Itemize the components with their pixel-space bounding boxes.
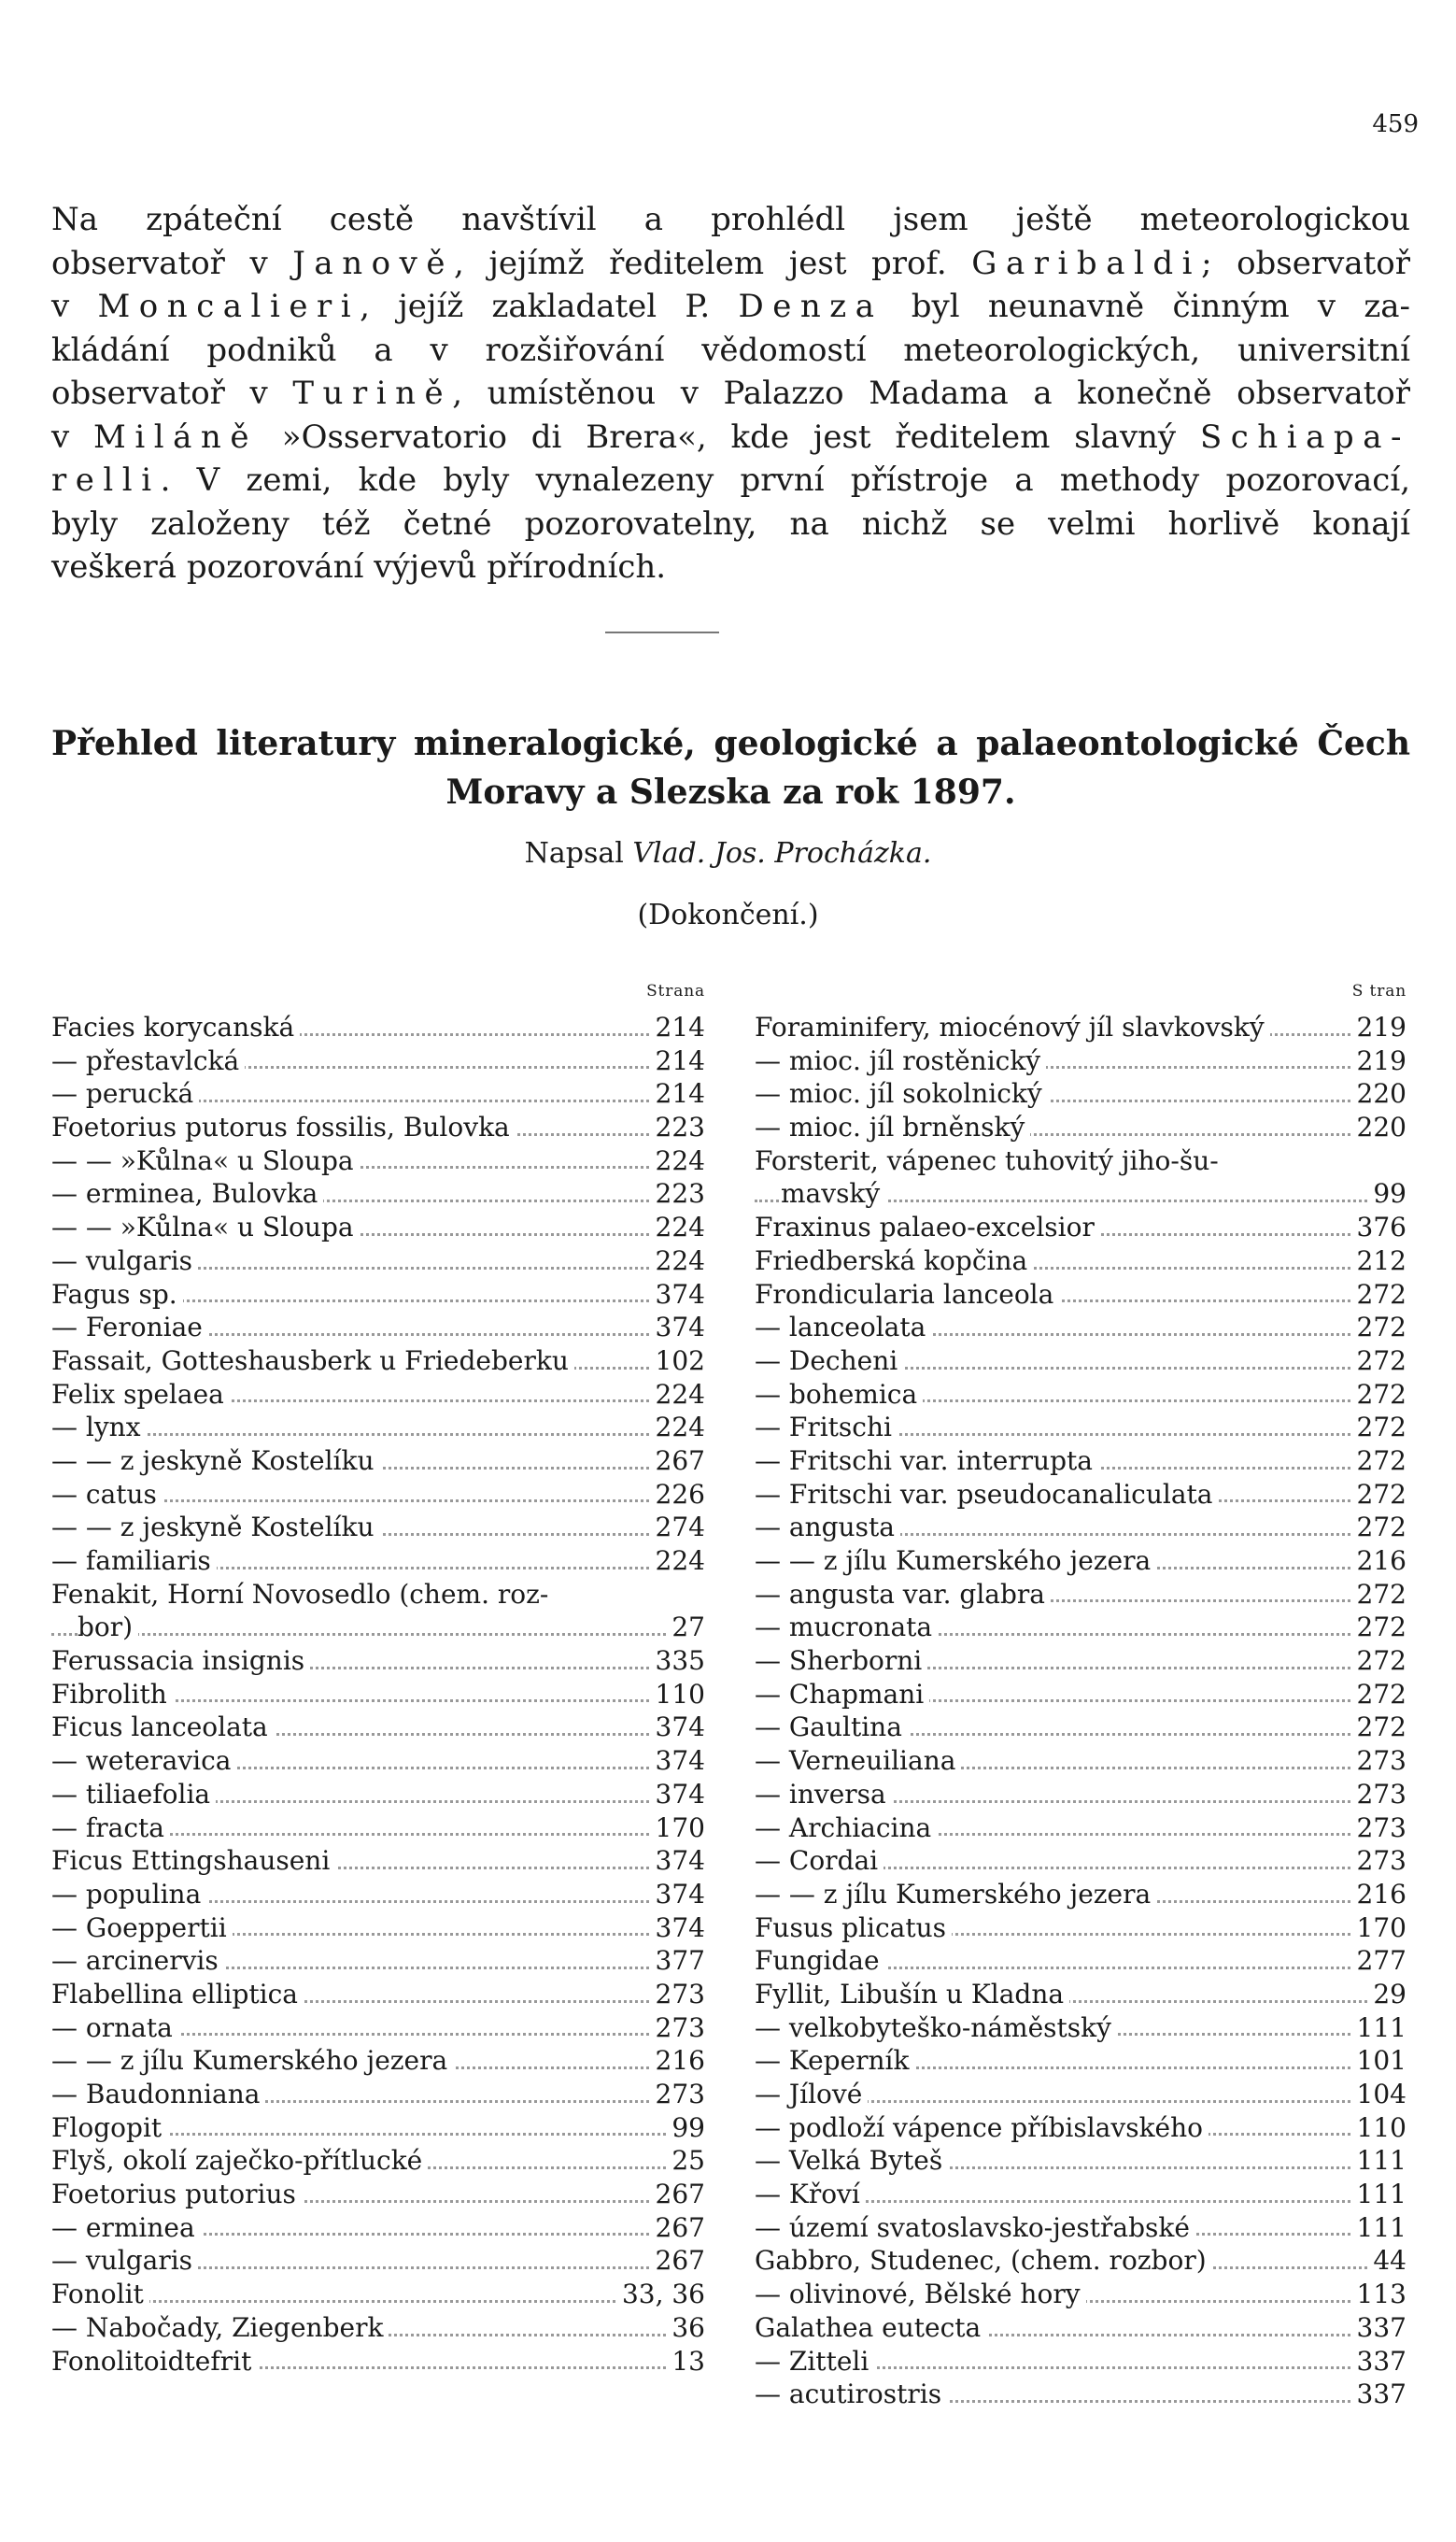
entry-term: — inversa [755, 1779, 892, 1810]
entry-page: 272 [1351, 1444, 1407, 1478]
entry-term: — Nabočady, Ziegenberk [51, 2312, 389, 2343]
entry-page: 224 [650, 1211, 705, 1244]
entry-term: — Decheni [755, 1345, 903, 1376]
index-entry [51, 1578, 705, 1612]
entry-page: 273 [1351, 1778, 1407, 1811]
entry-page: 220 [1351, 1077, 1407, 1111]
index-entry [51, 1144, 705, 1178]
spaced-name: Miláně [93, 418, 258, 456]
entry-term: — familiaris [51, 1545, 217, 1576]
entry-term: Flogopit [51, 2112, 167, 2143]
entry-page: 110 [1351, 2111, 1407, 2145]
entry-term: — — z jílu Kumerského jezera [755, 1545, 1156, 1576]
intro-line [51, 416, 1410, 460]
section-divider [605, 632, 719, 633]
intro-text: Na zpáteční cestě navštívil a prohlédl jsem ještě meteorologickou [51, 201, 1410, 238]
entry-page: 272 [1351, 1411, 1407, 1444]
index-entry [755, 1111, 1407, 1144]
entry-page: 374 [650, 1911, 705, 1945]
entry-page: 25 [666, 2144, 705, 2178]
index-entry [755, 1878, 1407, 1911]
leader-dots [51, 1433, 705, 1436]
spaced-name: Moncalieri [97, 288, 360, 325]
index-entry [51, 1911, 705, 1945]
entry-page: 374 [650, 1844, 705, 1878]
entry-term: — angusta var. glabra [755, 1579, 1051, 1610]
index-entry [755, 1278, 1407, 1312]
index-entry [755, 2244, 1407, 2278]
index-entry [51, 1944, 705, 1978]
index-entry [51, 1878, 705, 1911]
entry-page: 273 [650, 1978, 705, 2011]
entry-page: 110 [650, 1678, 705, 1711]
entry-term: — — z jílu Kumerského jezera [755, 1879, 1156, 1910]
index-entry [51, 1978, 705, 2011]
entry-term: — podloží vápence příbislavského [755, 2112, 1209, 2143]
entry-term: — Keperník [755, 2045, 914, 2076]
entry-page: 33, 36 [616, 2278, 705, 2311]
entry-page: 272 [1351, 1478, 1407, 1512]
entry-term: — bohemica [755, 1379, 923, 1410]
entry-term: Ficus Ettingshauseni [51, 1845, 335, 1876]
entry-term: — Fritschi var. interrupta [755, 1445, 1098, 1476]
index-entry [51, 1111, 705, 1144]
author-line [0, 837, 1456, 870]
entry-term: — perucká [51, 1078, 199, 1109]
entry-page: 337 [1351, 2378, 1407, 2411]
entry-page: 99 [1367, 1177, 1407, 1211]
index-entry [755, 2345, 1407, 2379]
index-entry [51, 2144, 705, 2178]
entry-page: 267 [650, 2211, 705, 2245]
entry-page: 374 [650, 1878, 705, 1911]
index-entry [51, 1411, 705, 1444]
leader-dots [51, 2300, 705, 2303]
index-entry [51, 1844, 705, 1878]
section-heading [51, 719, 1410, 817]
entry-page: 224 [650, 1411, 705, 1444]
entry-term: — — »Kůlna« u Sloupa [51, 1212, 360, 1243]
entry-term: — — »Kůlna« u Sloupa [51, 1145, 360, 1176]
index-entry [51, 1378, 705, 1412]
entry-page: 267 [650, 2244, 705, 2278]
entry-page: 272 [1351, 1378, 1407, 1412]
entry-page: 29 [1367, 1978, 1407, 2011]
entry-term: — lynx [51, 1412, 147, 1442]
index-entry [755, 1444, 1407, 1478]
index-entry [51, 1611, 705, 1644]
spaced-name: Garibaldi [971, 244, 1202, 282]
entry-page: 335 [650, 1644, 705, 1678]
entry-term: — Fritschi [755, 1412, 898, 1442]
entry-term: — acutirostris [755, 2379, 947, 2409]
index-entry [51, 1678, 705, 1711]
index-entry [51, 2011, 705, 2045]
entry-page: 219 [1351, 1044, 1407, 1078]
index-entry [51, 2311, 705, 2345]
entry-page: 273 [1351, 1744, 1407, 1778]
entry-term: — vulgaris [51, 2245, 198, 2276]
index-entry [755, 2144, 1407, 2178]
entry-page: 111 [1351, 2178, 1407, 2211]
index-entry [51, 1244, 705, 1278]
spaced-name: Janově [292, 244, 454, 282]
index-entry [755, 2111, 1407, 2145]
entry-term: — — z jeskyně Kostelíku [51, 1512, 380, 1542]
intro-text: »Osservatorio di Brera«, kde jest ředitelem slavný [258, 418, 1200, 456]
entry-page: 113 [1351, 2278, 1407, 2311]
entry-term: Friedberská kopčina [755, 1245, 1033, 1276]
entry-term: Fungidae [755, 1945, 885, 1976]
entry-page: 44 [1367, 2244, 1407, 2278]
index-entry [51, 2078, 705, 2111]
index-entry [755, 1411, 1407, 1444]
entry-page: 272 [1351, 1678, 1407, 1711]
entry-page: 214 [650, 1011, 705, 1044]
index-entry [51, 1278, 705, 1312]
index-entry [755, 2378, 1407, 2411]
entry-page: 376 [1351, 1211, 1407, 1244]
intro-text: ; observatoř [1201, 244, 1410, 282]
index-entry [51, 1311, 705, 1344]
index-entry [755, 1378, 1407, 1412]
entry-term: Forsterit, vápenec tuhovitý jiho-šu- [755, 1145, 1224, 1176]
intro-line [51, 285, 1410, 329]
entry-page: 216 [650, 2044, 705, 2078]
entry-page: 267 [650, 1444, 705, 1478]
entry-term: — populina [51, 1879, 206, 1910]
entry-term: — lanceolata [755, 1312, 931, 1342]
entry-page: 111 [1351, 2144, 1407, 2178]
entry-page: 337 [1351, 2345, 1407, 2379]
index-entry [755, 2178, 1407, 2211]
spaced-name: relli [51, 462, 161, 499]
index-entry [755, 1611, 1407, 1644]
entry-page: 36 [666, 2311, 705, 2345]
index-entry [755, 1844, 1407, 1878]
entry-term: Flyš, okolí zaječko-přítlucké [51, 2145, 428, 2176]
entry-term: — angusta [755, 1512, 900, 1542]
index-entry [755, 1244, 1407, 1278]
index-entry [755, 1011, 1407, 1044]
intro-text: veškerá pozorování výjevů přírodních. [51, 548, 667, 586]
entry-page: 374 [650, 1711, 705, 1744]
entry-page: 374 [650, 1778, 705, 1811]
intro-text: , umístěnou v Palazzo Madama a konečně observatoř [452, 375, 1410, 412]
index-entry [755, 1911, 1407, 1945]
index-entry [51, 2211, 705, 2245]
entry-page: 102 [650, 1344, 705, 1378]
intro-line [51, 372, 1410, 416]
entry-term: — Archiacina [755, 1812, 937, 1843]
entry-term: Fassait, Gotteshausberk u Friedeberku [51, 1345, 574, 1376]
column-header-left: Strana [646, 982, 705, 1001]
index-entry [51, 1344, 705, 1378]
spaced-name: Turině [292, 375, 453, 412]
entry-term: — tiliaefolia [51, 1779, 216, 1810]
entry-page: 272 [1351, 1644, 1407, 1678]
index-entry [51, 1011, 705, 1044]
entry-page: 212 [1351, 1244, 1407, 1278]
intro-line [51, 546, 1410, 589]
index-entry [755, 1511, 1407, 1544]
entry-term: — — z jeskyně Kostelíku [51, 1445, 380, 1476]
entry-page: 374 [650, 1744, 705, 1778]
entry-page: 272 [1351, 1344, 1407, 1378]
entry-term: Fonolit [51, 2279, 149, 2309]
index-entry [51, 2278, 705, 2311]
entry-page: 224 [650, 1544, 705, 1578]
entry-term: — Zitteli [755, 2346, 874, 2377]
intro-line [51, 503, 1410, 547]
intro-text: byly založeny též četné pozorovatelny, na nichž se velmi horlivě konají [51, 504, 1410, 543]
index-entry [755, 1644, 1407, 1678]
index-entry [51, 2044, 705, 2078]
entry-page: 273 [1351, 1844, 1407, 1878]
index-entry [51, 1711, 705, 1744]
author-name: Vlad. Jos. Procházka. [632, 837, 932, 870]
entry-page: 219 [1351, 1011, 1407, 1044]
index-entry [51, 2111, 705, 2145]
entry-page: 101 [1351, 2044, 1407, 2078]
leader-dots [51, 1633, 705, 1636]
entry-term: — Goeppertii [51, 1912, 233, 1943]
entry-term: Fagus sp. [51, 1279, 183, 1310]
index-entry [755, 1478, 1407, 1512]
entry-page: 272 [1351, 1578, 1407, 1612]
spaced-name: Schiapa- [1199, 418, 1410, 456]
index-entry [51, 2244, 705, 2278]
index-entry [755, 1778, 1407, 1811]
heading-line-1: Přehled literatury mineralogické, geologické a palaeontologické Čech [51, 724, 1410, 763]
entry-term: Gabbro, Studenec, (chem. rozbor) [755, 2245, 1212, 2276]
entry-term: bor) [78, 1612, 138, 1642]
entry-term: — mioc. jíl brněnský [755, 1112, 1030, 1143]
entry-term: — olivinové, Bělské hory [755, 2279, 1086, 2309]
index-entry [51, 1811, 705, 1845]
index-entry [51, 1544, 705, 1578]
entry-term: — Cordai [755, 1845, 883, 1876]
entry-page: 374 [650, 1311, 705, 1344]
index-column-left [51, 983, 705, 2378]
entry-page: 272 [1351, 1511, 1407, 1544]
entry-term: — mucronata [755, 1612, 938, 1642]
entry-term: — vulgaris [51, 1245, 198, 1276]
entry-page: 170 [1351, 1911, 1407, 1945]
index-entry [755, 1978, 1407, 2011]
intro-line [51, 242, 1410, 286]
index-entry [51, 1044, 705, 1078]
entry-page: 99 [666, 2111, 705, 2145]
intro-text: kládání podniků a v rozšiřování vědomostí meteorologických, universitní [51, 331, 1410, 369]
entry-term: Frondicularia lanceola [755, 1279, 1059, 1310]
entry-term: — Baudonniana [51, 2079, 265, 2109]
index-entry [51, 1077, 705, 1111]
entry-term: — fracta [51, 1812, 170, 1843]
entry-page: 277 [1351, 1944, 1407, 1978]
entry-page: 223 [650, 1177, 705, 1211]
entry-page: 226 [650, 1478, 705, 1512]
index-column-right [755, 983, 1407, 2411]
column-header-right: S tran [1351, 982, 1407, 1001]
entry-page: 273 [1351, 1811, 1407, 1845]
index-entry [755, 1811, 1407, 1845]
entry-page: 216 [1351, 1878, 1407, 1911]
entry-page: 223 [650, 1111, 705, 1144]
entry-page: 104 [1351, 2078, 1407, 2111]
entry-page: 272 [1351, 1311, 1407, 1344]
entry-term: — erminea, Bulovka [51, 1178, 323, 1209]
index-entry [755, 1544, 1407, 1578]
entry-page: 27 [666, 1611, 705, 1644]
intro-text: , jejíž zakladatel P. [360, 288, 739, 325]
entry-term: — Gaultina [755, 1711, 908, 1742]
index-entry [755, 1344, 1407, 1378]
intro-text: byl neunavně činným v za- [883, 288, 1410, 325]
entry-term: — catus [51, 1479, 163, 1510]
entry-page: 272 [1351, 1711, 1407, 1744]
entry-term: — erminea [51, 2212, 201, 2243]
index-entry [755, 2044, 1407, 2078]
entry-term: — arcinervis [51, 1945, 224, 1976]
entry-page: 214 [650, 1044, 705, 1078]
entry-term: — Fritschi var. pseudocanaliculata [755, 1479, 1218, 1510]
intro-text: v [51, 288, 98, 325]
index-entry [51, 1478, 705, 1512]
entry-term: — ornata [51, 2012, 178, 2043]
intro-paragraph [51, 198, 1410, 589]
entry-term: — velkobyteško-náměstský [755, 2012, 1117, 2043]
entry-page: 377 [650, 1944, 705, 1978]
index-entry [51, 2345, 705, 2379]
entry-page: 111 [1351, 2011, 1407, 2045]
entry-term: Ficus lanceolata [51, 1711, 274, 1742]
entry-term: Fenakit, Horní Novosedlo (chem. roz- [51, 1579, 554, 1610]
entry-term: — Chapmani [755, 1679, 929, 1710]
index-entry [755, 1077, 1407, 1111]
entry-term: — přestavlcká [51, 1045, 245, 1076]
entry-page: 220 [1351, 1111, 1407, 1144]
entry-term: — Verneuiliana [755, 1745, 961, 1776]
intro-line [51, 329, 1410, 373]
entry-term: — území svatoslavsko-jestřabské [755, 2212, 1195, 2243]
entry-page: 224 [650, 1144, 705, 1178]
entry-term: — Sherborni [755, 1645, 927, 1676]
entry-term: Facies korycanská [51, 1012, 300, 1043]
index-entry [755, 1311, 1407, 1344]
index-entry [755, 2278, 1407, 2311]
entry-term: — Velká Byteš [755, 2145, 948, 2176]
entry-term: Fraxinus palaeo-excelsior [755, 1212, 1100, 1243]
entry-term: Ferussacia insignis [51, 1645, 310, 1676]
entry-page: 216 [1351, 1544, 1407, 1578]
index-entry [755, 1144, 1407, 1178]
entry-term: Foraminifery, miocénový jíl slavkovský [755, 1012, 1270, 1043]
entry-page: 374 [650, 1278, 705, 1312]
heading-line-2: Moravy a Slezska za rok 1897. [445, 773, 1016, 812]
spaced-name: Denza [738, 288, 883, 325]
index-entry [755, 1211, 1407, 1244]
index-entry [51, 2178, 705, 2211]
entry-term: Foetorius putorus fossilis, Bulovka [51, 1112, 516, 1143]
entry-term: Foetorius putorius [51, 2179, 302, 2209]
intro-line [51, 198, 1410, 242]
author-prefix: Napsal [524, 837, 624, 870]
entry-term: — Jílové [755, 2079, 868, 2109]
entry-term: Fusus plicatus [755, 1912, 952, 1943]
entry-term: Fibrolith [51, 1679, 173, 1710]
entry-term: — weteravica [51, 1745, 237, 1776]
intro-text: . V zemi, kde byly vynalezeny první přístroje a methody pozorovací, [160, 462, 1410, 499]
index-entry [755, 1744, 1407, 1778]
page-number: 459 [1372, 110, 1419, 138]
entry-term: mavský [781, 1178, 885, 1209]
entry-page: 224 [650, 1378, 705, 1412]
index-entry [755, 1678, 1407, 1711]
entry-page: 111 [1351, 2211, 1407, 2245]
entry-page: 170 [650, 1811, 705, 1845]
index-entry [51, 1444, 705, 1478]
index-entry [755, 2078, 1407, 2111]
entry-page: 273 [650, 2011, 705, 2045]
entry-term: Felix spelaea [51, 1379, 230, 1410]
index-entry [755, 1578, 1407, 1612]
entry-term: — mioc. jíl rostěnický [755, 1045, 1046, 1076]
entry-term: Flabellina elliptica [51, 1979, 304, 2009]
index-entry [51, 1177, 705, 1211]
index-entry [755, 2311, 1407, 2345]
entry-page: 273 [650, 2078, 705, 2111]
entry-page: 267 [650, 2178, 705, 2211]
intro-text: , jejímž ředitelem jest prof. [453, 244, 972, 282]
index-entry [51, 1211, 705, 1244]
intro-text: observatoř v [51, 375, 293, 412]
index-entry [755, 2211, 1407, 2245]
index-entry [755, 1711, 1407, 1744]
entry-term: Fonolitoidtefrit [51, 2346, 257, 2377]
entry-page: 337 [1351, 2311, 1407, 2345]
index-entry [51, 1644, 705, 1678]
index-entry [755, 2011, 1407, 2045]
index-entry [755, 1044, 1407, 1078]
index-entry [51, 1744, 705, 1778]
intro-line [51, 459, 1410, 503]
entry-term: Galathea eutecta [755, 2312, 986, 2343]
entry-term: — Feroniae [51, 1312, 208, 1342]
intro-text: observatoř v [51, 244, 293, 282]
continued-note: (Dokončení.) [637, 899, 819, 931]
entry-page: 272 [1351, 1278, 1407, 1312]
entry-page: 224 [650, 1244, 705, 1278]
entry-term: — mioc. jíl sokolnický [755, 1078, 1048, 1109]
entry-page: 272 [1351, 1611, 1407, 1644]
entry-term: — Křoví [755, 2179, 866, 2209]
entry-term: Fyllit, Libušín u Kladna [755, 1979, 1069, 2009]
index-entry [755, 1177, 1407, 1211]
index-entry [755, 1944, 1407, 1978]
index-entry [51, 1778, 705, 1811]
entry-page: 214 [650, 1077, 705, 1111]
index-entry [51, 1511, 705, 1544]
intro-text: v [51, 418, 94, 456]
entry-term: — — z jílu Kumerského jezera [51, 2045, 453, 2076]
entry-page: 274 [650, 1511, 705, 1544]
entry-page: 13 [666, 2345, 705, 2379]
